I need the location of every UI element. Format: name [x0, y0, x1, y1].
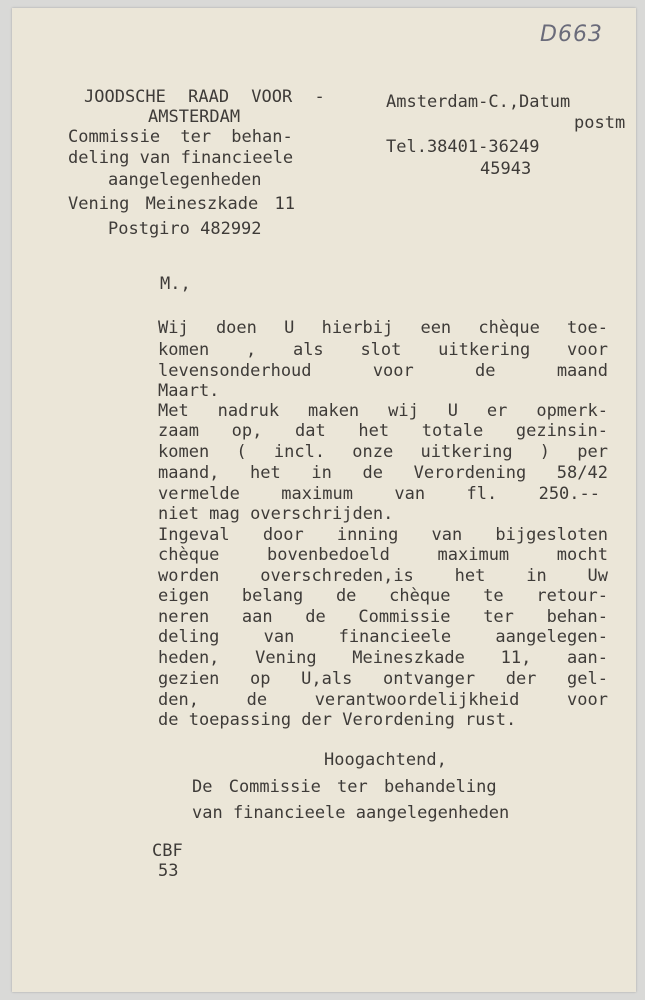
body-line: Maart. — [158, 381, 220, 401]
telephone-line1: Tel.38401-36249 — [386, 137, 540, 157]
salutation: M., — [160, 274, 191, 294]
closing-greeting: Hoogachtend, — [324, 750, 447, 770]
postmark-label: postm — [574, 113, 626, 133]
org-name-line1: JOODSCHE RAAD VOOR - — [84, 87, 325, 107]
signature-line1: De Commissie ter behandeling — [192, 777, 497, 797]
body-line: komen ( incl. onze uitkering ) per — [158, 442, 608, 462]
archive-mark: D663 — [540, 22, 603, 47]
body-line: Met nadruk maken wij U er opmerk- — [158, 401, 608, 421]
body-line: eigen belang de chèque te retour- — [158, 586, 608, 606]
body-line: levensonderhoud voor de maand — [158, 361, 608, 381]
reference-code: CBF — [152, 841, 183, 861]
telephone-line2: 45943 — [480, 159, 532, 179]
commission-line2: deling van financieele — [68, 148, 294, 168]
body-line: de toepassing der Verordening rust. — [158, 710, 517, 730]
body-line: Ingeval door inning van bijgesloten — [158, 525, 608, 545]
postgiro: Postgiro 482992 — [108, 219, 262, 239]
body-line: niet mag overschrijden. — [158, 504, 394, 524]
body-line: vermelde maximum van fl. 250.-- — [158, 484, 600, 504]
body-line: deling van financieele aangelegen- — [158, 627, 608, 647]
address: Vening Meineszkade 11 — [68, 194, 295, 214]
signature-line2: van financieele aangelegenheden — [192, 803, 510, 823]
commission-line1: Commissie ter behan- — [68, 127, 293, 147]
body-line: den, de verantwoordelijkheid voor — [158, 690, 608, 710]
body-line: komen , als slot uitkering voor — [158, 340, 608, 360]
body-line: gezien op U,als ontvanger der gel- — [158, 669, 608, 689]
org-name-line2: AMSTERDAM — [148, 107, 241, 127]
reference-number: 53 — [158, 861, 179, 881]
commission-line3: aangelegenheden — [108, 170, 262, 190]
body-line: chèque bovenbedoeld maximum mocht — [158, 545, 608, 565]
body-line: Wij doen U hierbij een chèque toe- — [158, 318, 608, 338]
body-line: maand, het in de Verordening 58/42 — [158, 463, 608, 483]
body-line: worden overschreden,is het in Uw — [158, 566, 608, 586]
body-line: zaam op, dat het totale gezinsin- — [158, 421, 608, 441]
body-line: neren aan de Commissie ter behan- — [158, 607, 608, 627]
city-date: Amsterdam-C.,Datum — [386, 92, 571, 112]
body-line: heden, Vening Meineszkade 11, aan- — [158, 648, 608, 668]
